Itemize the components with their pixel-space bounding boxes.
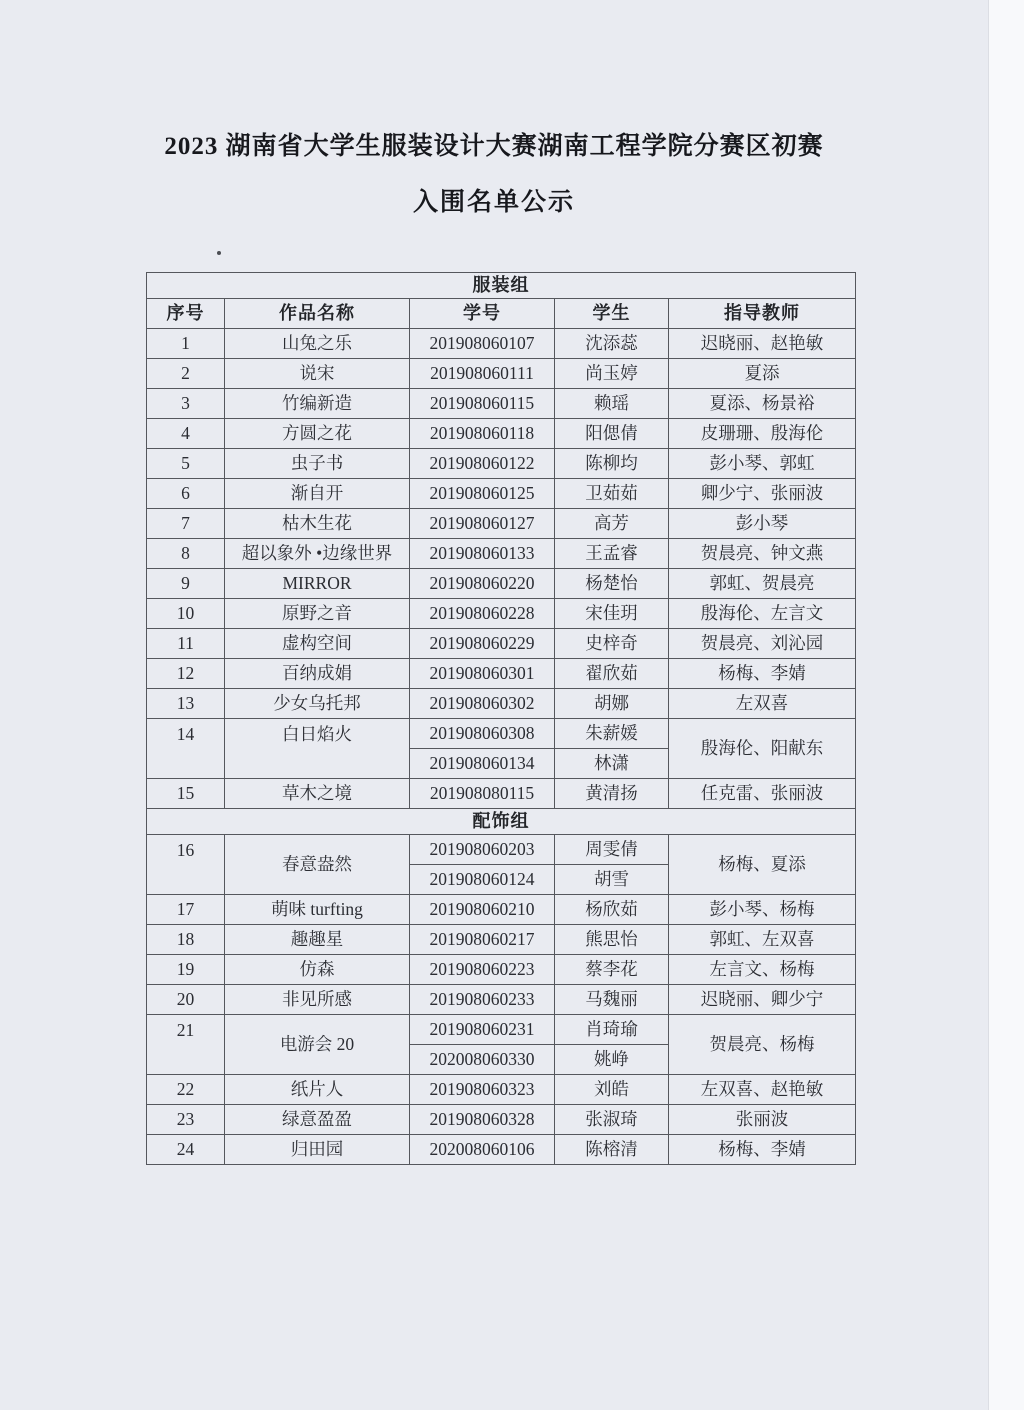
scan-edge-strip xyxy=(988,0,1024,1410)
section-label-clothing: 服装组 xyxy=(147,273,856,299)
cell-work: 超以象外 •边缘世界 xyxy=(225,539,410,569)
cell-work: 少女乌托邦 xyxy=(225,689,410,719)
cell-student: 宋佳玥 xyxy=(555,599,669,629)
cell-sid: 201908060223 xyxy=(410,955,555,985)
cell-no: 5 xyxy=(147,449,225,479)
table-row xyxy=(147,329,856,359)
cell-sid: 201908060118 xyxy=(410,419,555,449)
cell-sid: 201908080115 xyxy=(410,779,555,809)
cell-work: 春意盎然 xyxy=(225,835,410,895)
cell-work: 纸片人 xyxy=(225,1075,410,1105)
document-title-line1: 2023 湖南省大学生服装设计大赛湖南工程学院分赛区初赛 xyxy=(164,133,824,160)
col-header-work: 作品名称 xyxy=(225,299,410,329)
cell-sid: 201908060107 xyxy=(410,329,555,359)
cell-student: 朱薪媛 xyxy=(555,719,669,749)
cell-no: 12 xyxy=(147,659,225,689)
cell-no: 18 xyxy=(147,925,225,955)
cell-student: 张淑琦 xyxy=(555,1105,669,1135)
cell-teachers: 夏添、杨景裕 xyxy=(669,389,856,419)
cell-no: 16 xyxy=(147,835,225,895)
col-header-sid: 学号 xyxy=(410,299,555,329)
table-row xyxy=(147,359,856,389)
cell-no: 13 xyxy=(147,689,225,719)
cell-student: 高芳 xyxy=(555,509,669,539)
document-title-line2: 入围名单公示 xyxy=(412,189,575,216)
cell-teachers: 贺晨亮、杨梅 xyxy=(669,1015,856,1075)
cell-no: 23 xyxy=(147,1105,225,1135)
cell-sid: 201908060111 xyxy=(410,359,555,389)
cell-teachers: 左言文、杨梅 xyxy=(669,955,856,985)
cell-sid: 202008060330 xyxy=(410,1045,555,1075)
cell-teachers: 张丽波 xyxy=(669,1105,856,1135)
table-row xyxy=(147,509,856,539)
table-row xyxy=(147,895,856,925)
section-header-row xyxy=(147,809,856,835)
cell-sid: 201908060210 xyxy=(410,895,555,925)
cell-work: 说宋 xyxy=(225,359,410,389)
cell-teachers: 杨梅、李婧 xyxy=(669,1135,856,1165)
cell-teachers: 任克雷、张丽波 xyxy=(669,779,856,809)
cell-sid: 201908060308 xyxy=(410,719,555,749)
cell-no: 9 xyxy=(147,569,225,599)
col-header-teachers: 指导教师 xyxy=(669,299,856,329)
cell-sid: 201908060229 xyxy=(410,629,555,659)
table-row xyxy=(147,659,856,689)
table-row xyxy=(147,1105,856,1135)
cell-sid: 201908060302 xyxy=(410,689,555,719)
cell-student: 杨楚怡 xyxy=(555,569,669,599)
col-header-student: 学生 xyxy=(555,299,669,329)
cell-no: 1 xyxy=(147,329,225,359)
cell-student: 阳偲倩 xyxy=(555,419,669,449)
cell-work: 电游会 20 xyxy=(225,1015,410,1075)
cell-work: 仿森 xyxy=(225,955,410,985)
cell-student: 胡娜 xyxy=(555,689,669,719)
cell-sid: 201908060115 xyxy=(410,389,555,419)
section-label-accessories: 配饰组 xyxy=(147,809,856,835)
cell-teachers: 殷海伦、左言文 xyxy=(669,599,856,629)
cell-student: 周雯倩 xyxy=(555,835,669,865)
cell-student: 蔡李花 xyxy=(555,955,669,985)
col-header-no: 序号 xyxy=(147,299,225,329)
cell-teachers: 卿少宁、张丽波 xyxy=(669,479,856,509)
cell-work: MIRROR xyxy=(225,569,410,599)
cell-no: 14 xyxy=(147,719,225,779)
table-row xyxy=(147,925,856,955)
table-row xyxy=(147,599,856,629)
table-row xyxy=(147,419,856,449)
cell-no: 15 xyxy=(147,779,225,809)
cell-no: 2 xyxy=(147,359,225,389)
cell-student: 尚玉婷 xyxy=(555,359,669,389)
cell-work: 绿意盈盈 xyxy=(225,1105,410,1135)
cell-teachers: 殷海伦、阳献东 xyxy=(669,719,856,779)
cell-no: 3 xyxy=(147,389,225,419)
cell-sid: 201908060133 xyxy=(410,539,555,569)
cell-sid: 201908060217 xyxy=(410,925,555,955)
cell-no: 19 xyxy=(147,955,225,985)
cell-no: 11 xyxy=(147,629,225,659)
cell-teachers: 迟晓丽、赵艳敏 xyxy=(669,329,856,359)
cell-no: 21 xyxy=(147,1015,225,1075)
cell-student: 陈柳均 xyxy=(555,449,669,479)
cell-sid: 201908060323 xyxy=(410,1075,555,1105)
cell-student: 林潇 xyxy=(555,749,669,779)
cell-work: 趣趣星 xyxy=(225,925,410,955)
cell-no: 6 xyxy=(147,479,225,509)
cell-student: 陈榕清 xyxy=(555,1135,669,1165)
cell-work: 方圆之花 xyxy=(225,419,410,449)
cell-student: 杨欣茹 xyxy=(555,895,669,925)
cell-student: 翟欣茹 xyxy=(555,659,669,689)
cell-sid: 201908060231 xyxy=(410,1015,555,1045)
cell-student: 黄清扬 xyxy=(555,779,669,809)
cell-teachers: 彭小琴、郭虹 xyxy=(669,449,856,479)
cell-student: 肖琦瑜 xyxy=(555,1015,669,1045)
cell-no: 22 xyxy=(147,1075,225,1105)
cell-teachers: 夏添 xyxy=(669,359,856,389)
section-header-row xyxy=(147,273,856,299)
cell-work: 渐自开 xyxy=(225,479,410,509)
table-row xyxy=(147,835,856,865)
cell-sid: 201908060328 xyxy=(410,1105,555,1135)
cell-sid: 201908060203 xyxy=(410,835,555,865)
finalists-table xyxy=(146,272,856,1165)
cell-work: 虚构空间 xyxy=(225,629,410,659)
cell-no: 4 xyxy=(147,419,225,449)
cell-student: 王孟睿 xyxy=(555,539,669,569)
cell-work: 百纳成娟 xyxy=(225,659,410,689)
table-row xyxy=(147,719,856,749)
cell-work: 白日焰火 xyxy=(225,719,410,779)
cell-sid: 202008060106 xyxy=(410,1135,555,1165)
table-row xyxy=(147,449,856,479)
cell-sid: 201908060220 xyxy=(410,569,555,599)
cell-sid: 201908060228 xyxy=(410,599,555,629)
cell-student: 史梓奇 xyxy=(555,629,669,659)
cell-teachers: 郭虹、贺晨亮 xyxy=(669,569,856,599)
cell-teachers: 左双喜、赵艳敏 xyxy=(669,1075,856,1105)
cell-work: 虫子书 xyxy=(225,449,410,479)
table-row xyxy=(147,955,856,985)
cell-student: 马魏丽 xyxy=(555,985,669,1015)
table-row xyxy=(147,985,856,1015)
cell-work: 草木之境 xyxy=(225,779,410,809)
table-row xyxy=(147,1135,856,1165)
table-row xyxy=(147,479,856,509)
cell-no: 10 xyxy=(147,599,225,629)
table-row xyxy=(147,629,856,659)
cell-work: 非见所感 xyxy=(225,985,410,1015)
cell-student: 姚峥 xyxy=(555,1045,669,1075)
table-row xyxy=(147,689,856,719)
cell-work: 原野之音 xyxy=(225,599,410,629)
cell-work: 枯木生花 xyxy=(225,509,410,539)
cell-sid: 201908060233 xyxy=(410,985,555,1015)
cell-student: 胡雪 xyxy=(555,865,669,895)
cell-no: 17 xyxy=(147,895,225,925)
table-row xyxy=(147,1015,856,1045)
table-row xyxy=(147,389,856,419)
scan-speck xyxy=(217,251,221,255)
cell-sid: 201908060125 xyxy=(410,479,555,509)
cell-teachers: 左双喜 xyxy=(669,689,856,719)
cell-no: 8 xyxy=(147,539,225,569)
table-row xyxy=(147,1075,856,1105)
cell-teachers: 皮珊珊、殷海伦 xyxy=(669,419,856,449)
cell-sid: 201908060127 xyxy=(410,509,555,539)
cell-teachers: 杨梅、夏添 xyxy=(669,835,856,895)
cell-teachers: 彭小琴、杨梅 xyxy=(669,895,856,925)
cell-teachers: 杨梅、李婧 xyxy=(669,659,856,689)
cell-sid: 201908060134 xyxy=(410,749,555,779)
cell-teachers: 贺晨亮、刘沁园 xyxy=(669,629,856,659)
cell-sid: 201908060301 xyxy=(410,659,555,689)
cell-work: 山兔之乐 xyxy=(225,329,410,359)
cell-sid: 201908060122 xyxy=(410,449,555,479)
cell-no: 24 xyxy=(147,1135,225,1165)
cell-student: 沈添蕊 xyxy=(555,329,669,359)
cell-teachers: 迟晓丽、卿少宁 xyxy=(669,985,856,1015)
cell-student: 熊思怡 xyxy=(555,925,669,955)
cell-work: 萌味 turfting xyxy=(225,895,410,925)
cell-no: 20 xyxy=(147,985,225,1015)
cell-teachers: 贺晨亮、钟文燕 xyxy=(669,539,856,569)
table-row xyxy=(147,539,856,569)
cell-student: 赖瑶 xyxy=(555,389,669,419)
cell-no: 7 xyxy=(147,509,225,539)
table-row xyxy=(147,569,856,599)
cell-teachers: 郭虹、左双喜 xyxy=(669,925,856,955)
cell-teachers: 彭小琴 xyxy=(669,509,856,539)
cell-work: 归田园 xyxy=(225,1135,410,1165)
cell-student: 刘皓 xyxy=(555,1075,669,1105)
column-header-row xyxy=(147,299,856,329)
cell-work: 竹编新造 xyxy=(225,389,410,419)
cell-sid: 201908060124 xyxy=(410,865,555,895)
cell-student: 卫茹茹 xyxy=(555,479,669,509)
table-row xyxy=(147,779,856,809)
